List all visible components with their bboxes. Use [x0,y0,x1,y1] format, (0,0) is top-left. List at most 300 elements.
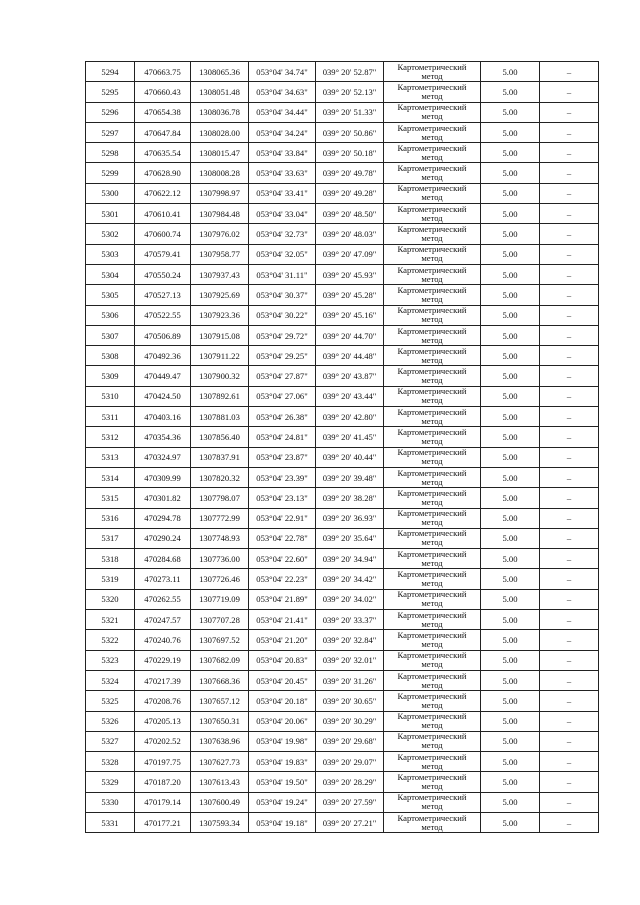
method-line-2: метод [421,821,443,832]
accuracy-cell: 5.00 [481,285,540,305]
table-row [86,569,599,589]
method-line-2: метод [421,90,443,101]
method-line-2: метод [421,212,443,223]
table-row [86,610,599,630]
longitude-cell: 039° 20' 31.26" [316,670,384,690]
method-cell [384,82,481,102]
accuracy-cell: 5.00 [481,407,540,427]
longitude-cell: 039° 20' 49.78" [316,163,384,183]
longitude-cell: 039° 20' 30.29" [316,711,384,731]
x-coordinate-cell: 470635.54 [135,143,191,163]
longitude-cell: 039° 20' 43.44" [316,386,384,406]
table-row [86,549,599,569]
longitude-cell: 039° 20' 43.87" [316,366,384,386]
method-cell [384,183,481,203]
accuracy-cell: 5.00 [481,589,540,609]
table-row [86,325,599,345]
accuracy-cell: 5.00 [481,183,540,203]
table-row [86,467,599,487]
accuracy-cell: 5.00 [481,204,540,224]
table-row [86,346,599,366]
table-row [86,244,599,264]
latitude-cell: 053°04' 22.60" [249,549,316,569]
description-cell: – [540,488,599,508]
description-cell: – [540,549,599,569]
latitude-cell: 053°04' 26.38" [249,407,316,427]
y-coordinate-cell: 1307798.07 [191,488,249,508]
method-line-1: Картометрический [397,589,467,600]
method-line-2: метод [421,578,443,589]
y-coordinate-cell: 1308015.47 [191,143,249,163]
latitude-cell: 053°04' 19.18" [249,812,316,832]
accuracy-cell: 5.00 [481,630,540,650]
method-line-1: Картометрический [397,163,467,174]
longitude-cell: 039° 20' 45.28" [316,285,384,305]
latitude-cell: 053°04' 19.50" [249,772,316,792]
y-coordinate-cell: 1307719.09 [191,589,249,609]
method-line-2: метод [421,801,443,812]
x-coordinate-cell: 470208.76 [135,691,191,711]
method-cell [384,204,481,224]
y-coordinate-cell: 1307915.08 [191,325,249,345]
table-row [86,650,599,670]
point-number-cell: 5309 [86,366,135,386]
point-number-cell: 5328 [86,752,135,772]
description-cell: – [540,691,599,711]
y-coordinate-cell: 1307984.48 [191,204,249,224]
point-number-cell: 5324 [86,670,135,690]
point-number-cell: 5306 [86,305,135,325]
method-line-2: метод [421,679,443,690]
longitude-cell: 039° 20' 34.42" [316,569,384,589]
x-coordinate-cell: 470309.99 [135,467,191,487]
y-coordinate-cell: 1307958.77 [191,244,249,264]
table-row [86,305,599,325]
latitude-cell: 053°04' 19.24" [249,792,316,812]
latitude-cell: 053°04' 27.06" [249,386,316,406]
description-cell: – [540,630,599,650]
point-number-cell: 5323 [86,650,135,670]
longitude-cell: 039° 20' 30.65" [316,691,384,711]
method-cell [384,569,481,589]
longitude-cell: 039° 20' 27.59" [316,792,384,812]
method-cell [384,772,481,792]
x-coordinate-cell: 470522.55 [135,305,191,325]
method-line-1: Картометрический [397,122,467,133]
method-line-2: метод [421,293,443,304]
latitude-cell: 053°04' 34.63" [249,82,316,102]
accuracy-cell: 5.00 [481,691,540,711]
point-number-cell: 5297 [86,122,135,142]
point-number-cell: 5314 [86,467,135,487]
accuracy-cell: 5.00 [481,102,540,122]
table-row [86,163,599,183]
accuracy-cell: 5.00 [481,731,540,751]
method-line-2: метод [421,720,443,731]
table-row [86,752,599,772]
longitude-cell: 039° 20' 48.03" [316,224,384,244]
method-line-2: метод [421,537,443,548]
table-row [86,224,599,244]
latitude-cell: 053°04' 19.83" [249,752,316,772]
accuracy-cell: 5.00 [481,122,540,142]
point-number-cell: 5298 [86,143,135,163]
latitude-cell: 053°04' 22.23" [249,569,316,589]
method-cell [384,346,481,366]
y-coordinate-cell: 1307726.46 [191,569,249,589]
y-coordinate-cell: 1307627.73 [191,752,249,772]
accuracy-cell: 5.00 [481,650,540,670]
method-line-2: метод [421,233,443,244]
method-cell [384,102,481,122]
longitude-cell: 039° 20' 32.84" [316,630,384,650]
description-cell: – [540,792,599,812]
latitude-cell: 053°04' 20.18" [249,691,316,711]
method-line-1: Картометрический [397,487,467,498]
x-coordinate-cell: 470229.19 [135,650,191,670]
coordinates-table-body [86,62,599,833]
table-row [86,488,599,508]
accuracy-cell: 5.00 [481,244,540,264]
method-line-1: Картометрический [397,609,467,620]
description-cell: – [540,366,599,386]
method-line-2: метод [421,111,443,122]
accuracy-cell: 5.00 [481,224,540,244]
latitude-cell: 053°04' 29.72" [249,325,316,345]
x-coordinate-cell: 470179.14 [135,792,191,812]
description-cell: – [540,244,599,264]
x-coordinate-cell: 470354.36 [135,427,191,447]
x-coordinate-cell: 470506.89 [135,325,191,345]
method-cell [384,711,481,731]
accuracy-cell: 5.00 [481,325,540,345]
method-cell [384,447,481,467]
y-coordinate-cell: 1307638.96 [191,731,249,751]
latitude-cell: 053°04' 23.13" [249,488,316,508]
method-line-1: Картометрический [397,812,467,823]
longitude-cell: 039° 20' 34.94" [316,549,384,569]
accuracy-cell: 5.00 [481,427,540,447]
method-line-2: метод [421,253,443,264]
longitude-cell: 039° 20' 35.64" [316,528,384,548]
method-cell [384,670,481,690]
point-number-cell: 5329 [86,772,135,792]
y-coordinate-cell: 1307600.49 [191,792,249,812]
y-coordinate-cell: 1307613.43 [191,772,249,792]
longitude-cell: 039° 20' 29.07" [316,752,384,772]
method-line-2: метод [421,131,443,142]
method-cell [384,386,481,406]
method-line-1: Картометрический [397,305,467,316]
method-line-1: Картометрический [397,467,467,478]
method-cell [384,650,481,670]
y-coordinate-cell: 1307923.36 [191,305,249,325]
method-cell [384,691,481,711]
method-line-1: Картометрический [397,183,467,194]
accuracy-cell: 5.00 [481,488,540,508]
longitude-cell: 039° 20' 52.87" [316,62,384,82]
x-coordinate-cell: 470273.11 [135,569,191,589]
longitude-cell: 039° 20' 47.09" [316,244,384,264]
latitude-cell: 053°04' 21.89" [249,589,316,609]
method-cell [384,407,481,427]
method-cell [384,305,481,325]
method-cell [384,549,481,569]
table-row [86,447,599,467]
description-cell: – [540,528,599,548]
method-cell [384,792,481,812]
longitude-cell: 039° 20' 49.28" [316,183,384,203]
longitude-cell: 039° 20' 27.21" [316,812,384,832]
table-row [86,711,599,731]
description-cell: – [540,325,599,345]
method-cell [384,528,481,548]
point-number-cell: 5325 [86,691,135,711]
latitude-cell: 053°04' 32.73" [249,224,316,244]
x-coordinate-cell: 470205.13 [135,711,191,731]
method-line-2: метод [421,273,443,284]
y-coordinate-cell: 1307593.34 [191,812,249,832]
method-line-1: Картометрический [397,772,467,783]
description-cell: – [540,670,599,690]
method-line-1: Картометрический [397,670,467,681]
x-coordinate-cell: 470294.78 [135,508,191,528]
y-coordinate-cell: 1307856.40 [191,427,249,447]
description-cell: – [540,467,599,487]
y-coordinate-cell: 1308065.36 [191,62,249,82]
x-coordinate-cell: 470290.24 [135,528,191,548]
method-line-2: метод [421,476,443,487]
table-row [86,630,599,650]
x-coordinate-cell: 470324.97 [135,447,191,467]
method-line-2: метод [421,456,443,467]
method-line-1: Картометрический [397,508,467,519]
x-coordinate-cell: 470579.41 [135,244,191,264]
method-line-2: метод [421,70,443,81]
latitude-cell: 053°04' 33.84" [249,143,316,163]
table-row [86,772,599,792]
method-cell [384,630,481,650]
method-line-1: Картометрический [397,731,467,742]
description-cell: – [540,731,599,751]
point-number-cell: 5326 [86,711,135,731]
description-cell: – [540,82,599,102]
y-coordinate-cell: 1307881.03 [191,407,249,427]
accuracy-cell: 5.00 [481,264,540,284]
description-cell: – [540,711,599,731]
description-cell: – [540,386,599,406]
point-number-cell: 5317 [86,528,135,548]
table-row [86,143,599,163]
y-coordinate-cell: 1307892.61 [191,386,249,406]
method-line-2: метод [421,638,443,649]
method-line-1: Картометрический [397,569,467,580]
point-number-cell: 5320 [86,589,135,609]
longitude-cell: 039° 20' 45.16" [316,305,384,325]
description-cell: – [540,752,599,772]
method-cell [384,325,481,345]
y-coordinate-cell: 1307998.97 [191,183,249,203]
point-number-cell: 5312 [86,427,135,447]
method-cell [384,610,481,630]
x-coordinate-cell: 470527.13 [135,285,191,305]
table-row [86,792,599,812]
point-number-cell: 5300 [86,183,135,203]
table-row [86,204,599,224]
method-line-1: Картометрический [397,366,467,377]
accuracy-cell: 5.00 [481,772,540,792]
method-line-1: Картометрический [397,386,467,397]
accuracy-cell: 5.00 [481,82,540,102]
accuracy-cell: 5.00 [481,467,540,487]
x-coordinate-cell: 470262.55 [135,589,191,609]
accuracy-cell: 5.00 [481,610,540,630]
accuracy-cell: 5.00 [481,447,540,467]
table-row [86,386,599,406]
method-line-2: метод [421,435,443,446]
accuracy-cell: 5.00 [481,812,540,832]
accuracy-cell: 5.00 [481,711,540,731]
description-cell: – [540,62,599,82]
accuracy-cell: 5.00 [481,366,540,386]
point-number-cell: 5304 [86,264,135,284]
y-coordinate-cell: 1307976.02 [191,224,249,244]
latitude-cell: 053°04' 24.81" [249,427,316,447]
point-number-cell: 5318 [86,549,135,569]
method-cell [384,285,481,305]
y-coordinate-cell: 1307736.00 [191,549,249,569]
table-row [86,508,599,528]
longitude-cell: 039° 20' 38.28" [316,488,384,508]
y-coordinate-cell: 1307937.43 [191,264,249,284]
method-line-1: Картометрический [397,244,467,255]
y-coordinate-cell: 1307682.09 [191,650,249,670]
x-coordinate-cell: 470202.52 [135,731,191,751]
method-line-1: Картометрический [397,711,467,722]
longitude-cell: 039° 20' 44.48" [316,346,384,366]
longitude-cell: 039° 20' 50.86" [316,122,384,142]
method-line-2: метод [421,557,443,568]
method-line-1: Картометрический [397,325,467,336]
x-coordinate-cell: 470492.36 [135,346,191,366]
table-row [86,528,599,548]
description-cell: – [540,447,599,467]
method-cell [384,488,481,508]
method-line-2: метод [421,334,443,345]
point-number-cell: 5303 [86,244,135,264]
table-row [86,670,599,690]
point-number-cell: 5296 [86,102,135,122]
y-coordinate-cell: 1308051.48 [191,82,249,102]
x-coordinate-cell: 470654.38 [135,102,191,122]
longitude-cell: 039° 20' 45.93" [316,264,384,284]
method-line-2: метод [421,172,443,183]
method-line-2: метод [421,740,443,751]
y-coordinate-cell: 1307925.69 [191,285,249,305]
longitude-cell: 039° 20' 42.80" [316,407,384,427]
x-coordinate-cell: 470240.76 [135,630,191,650]
method-line-1: Картометрический [397,751,467,762]
method-line-1: Картометрический [397,142,467,153]
method-line-2: метод [421,760,443,771]
method-line-2: метод [421,598,443,609]
latitude-cell: 053°04' 30.37" [249,285,316,305]
method-cell [384,589,481,609]
method-line-2: метод [421,496,443,507]
method-line-2: метод [421,375,443,386]
longitude-cell: 039° 20' 40.44" [316,447,384,467]
accuracy-cell: 5.00 [481,143,540,163]
latitude-cell: 053°04' 32.05" [249,244,316,264]
x-coordinate-cell: 470403.16 [135,407,191,427]
latitude-cell: 053°04' 33.04" [249,204,316,224]
y-coordinate-cell: 1307820.32 [191,467,249,487]
latitude-cell: 053°04' 20.45" [249,670,316,690]
point-number-cell: 5331 [86,812,135,832]
longitude-cell: 039° 20' 32.01" [316,650,384,670]
y-coordinate-cell: 1307900.32 [191,366,249,386]
method-line-1: Картометрический [397,447,467,458]
description-cell: – [540,163,599,183]
table-row [86,122,599,142]
point-number-cell: 5308 [86,346,135,366]
method-line-2: метод [421,517,443,528]
method-cell [384,812,481,832]
y-coordinate-cell: 1307668.36 [191,670,249,690]
method-line-2: метод [421,699,443,710]
x-coordinate-cell: 470550.24 [135,264,191,284]
accuracy-cell: 5.00 [481,670,540,690]
method-line-2: метод [421,314,443,325]
latitude-cell: 053°04' 33.41" [249,183,316,203]
method-line-2: метод [421,151,443,162]
accuracy-cell: 5.00 [481,569,540,589]
method-cell [384,122,481,142]
x-coordinate-cell: 470663.75 [135,62,191,82]
x-coordinate-cell: 470177.21 [135,812,191,832]
point-number-cell: 5319 [86,569,135,589]
description-cell: – [540,508,599,528]
method-line-1: Картометрический [397,264,467,275]
longitude-cell: 039° 20' 34.02" [316,589,384,609]
latitude-cell: 053°04' 21.20" [249,630,316,650]
method-line-2: метод [421,415,443,426]
table-row [86,427,599,447]
description-cell: – [540,204,599,224]
y-coordinate-cell: 1307707.28 [191,610,249,630]
latitude-cell: 053°04' 27.87" [249,366,316,386]
method-line-1: Картометрический [397,203,467,214]
latitude-cell: 053°04' 21.41" [249,610,316,630]
table-row [86,366,599,386]
method-line-1: Картометрический [397,792,467,803]
accuracy-cell: 5.00 [481,386,540,406]
x-coordinate-cell: 470628.90 [135,163,191,183]
table-row [86,285,599,305]
longitude-cell: 039° 20' 33.37" [316,610,384,630]
method-line-2: метод [421,192,443,203]
latitude-cell: 053°04' 22.78" [249,528,316,548]
x-coordinate-cell: 470610.41 [135,204,191,224]
description-cell: – [540,264,599,284]
method-line-1: Картометрический [397,426,467,437]
method-cell [384,163,481,183]
accuracy-cell: 5.00 [481,508,540,528]
table-row [86,62,599,82]
method-line-1: Картометрический [397,690,467,701]
method-line-1: Картометрический [397,629,467,640]
description-cell: – [540,122,599,142]
